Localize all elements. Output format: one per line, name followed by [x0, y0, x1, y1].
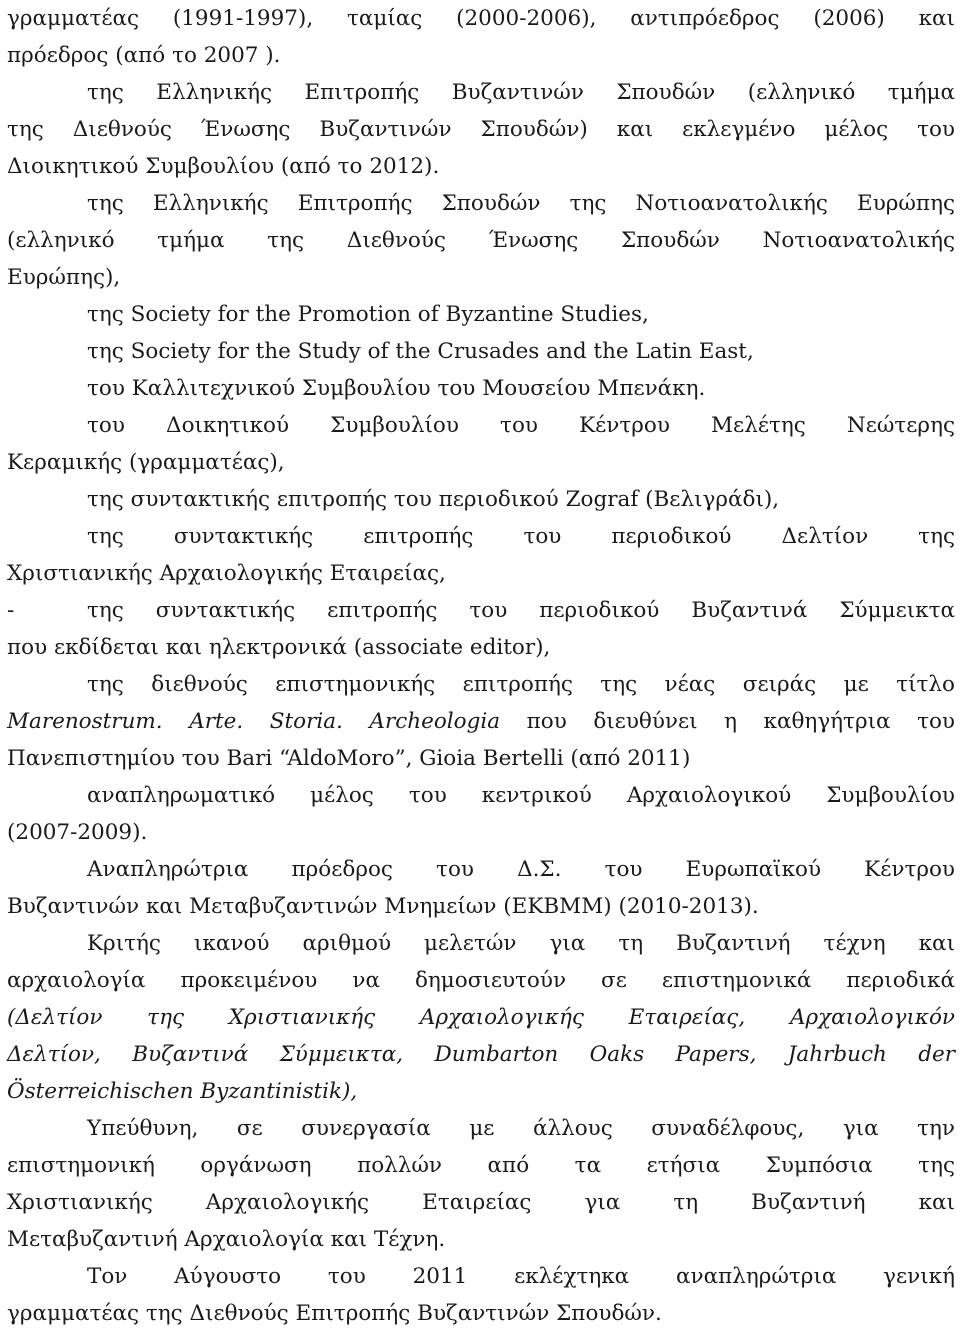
text-line: Μεταβυζαντινή Αρχαιολογία και Τέχνη. — [7, 1227, 446, 1252]
text-line — [7, 1073, 955, 1110]
text-line: Ευρώπης), — [7, 265, 121, 290]
journal-list: Österreichischen Byzantinistik), — [7, 1079, 358, 1104]
text-line: πρόεδρος (από το 2007 ). — [7, 43, 281, 68]
text-line: Κριτής ικανού αριθμού μελετών για τη Βυζαντινή τέχνη και — [87, 931, 955, 956]
text-line: Αναπληρώτρια πρόεδρος του Δ.Σ. του Ευρωπαϊκού Κέντρου — [87, 857, 955, 882]
text-line: της Ελληνικής Επιτροπής Βυζαντινών Σπουδών (ελληνικό τμήμα — [87, 80, 955, 105]
text-line — [7, 1036, 955, 1073]
text-fragment: που διευθύνει η καθηγήτρια του — [500, 709, 955, 734]
text-line — [7, 999, 955, 1036]
text-line: γραμματέας της Διεθνούς Επιτροπής Βυζαντινών Σπουδών. — [7, 1301, 662, 1326]
text-line: της Society for the Promotion of Byzantine Studies, — [87, 302, 649, 327]
series-title: Marenostrum. Arte. Storia. Archeologia — [7, 709, 501, 734]
text-line: της Διεθνούς Ένωσης Βυζαντινών Σπουδών) και εκλεγμένο μέλος του — [7, 117, 955, 142]
text-line: που εκδίδεται και ηλεκτρονικά (associate editor), — [7, 635, 551, 660]
dash-list-line — [7, 592, 955, 629]
text-line: Κεραμικής (γραμματέας), — [7, 450, 285, 475]
text-line: Χριστιανικής Αρχαιολογικής Εταιρείας, — [7, 561, 446, 586]
dash-marker: - — [7, 598, 15, 623]
text-line: της Ελληνικής Επιτροπής Σπουδών της Νοτιοανατολικής Ευρώπης — [87, 191, 955, 216]
text-line: της διεθνούς επιστημονικής επιτροπής της νέας σειράς με τίτλο — [87, 672, 955, 697]
text-line: (ελληνικό τμήμα της Διεθνούς Ένωσης Σπουδών Νοτιοανατολικής — [7, 228, 955, 253]
journal-list: (Δελτίον της Χριστιανικής Αρχαιολογικής Εταιρείας, Αρχαιολογικόν — [7, 1005, 955, 1030]
text-line: Διοικητικού Συμβουλίου (από το 2012). — [7, 154, 440, 179]
text-line: της συντακτικής επιτροπής του περιοδικού Δελτίον της — [87, 524, 955, 549]
text-line: του Καλλιτεχνικού Συμβουλίου του Μουσείου Μπενάκη. — [87, 376, 706, 401]
text-line: του Δοικητικού Συμβουλίου του Κέντρου Μελέτης Νεώτερης — [87, 413, 955, 438]
text-line: Βυζαντινών και Μεταβυζαντινών Μνημείων (ΕΚΒΜΜ) (2010-2013). — [7, 894, 759, 919]
text-line: αρχαιολογία προκειμένου να δημοσιευτούν σε επιστημονικά περιοδικά — [7, 968, 955, 993]
text-line: της Society for the Study of the Crusades and the Latin East, — [87, 339, 754, 364]
text-line — [7, 703, 955, 740]
text-line: της συντακτικής επιτροπής του περιοδικού Zograf (Βελιγράδι), — [87, 487, 780, 512]
text-line: επιστημονική οργάνωση πολλών από τα ετήσια Συμπόσια της — [7, 1153, 955, 1178]
text-line: αναπληρωματικό μέλος του κεντρικού Αρχαιολογικού Συμβουλίου — [87, 783, 955, 808]
text-line: της συντακτικής επιτροπής του περιοδικού Βυζαντινά Σύμμεικτα — [87, 598, 955, 623]
text-line: (2007-2009). — [7, 820, 148, 845]
text-line: Τον Αύγουστο του 2011 εκλέχτηκα αναπληρώτρια γενική — [87, 1264, 955, 1289]
text-line: Χριστιανικής Αρχαιολογικής Εταιρείας για τη Βυζαντινή και — [7, 1190, 955, 1215]
text-line: Πανεπιστημίου του Bari “AldoMoro”, Gioia Bertelli (από 2011) — [7, 746, 691, 771]
journal-list: Δελτίον, Βυζαντινά Σύμμεικτα, Dumbarton Oaks Papers, Jahrbuch der — [7, 1042, 955, 1067]
text-line: Υπεύθυνη, σε συνεργασία με άλλους συναδέλφους, για την — [87, 1116, 955, 1141]
text-line: γραμματέας (1991-1997), ταμίας (2000-2006), αντιπρόεδρος (2006) και — [7, 6, 955, 31]
